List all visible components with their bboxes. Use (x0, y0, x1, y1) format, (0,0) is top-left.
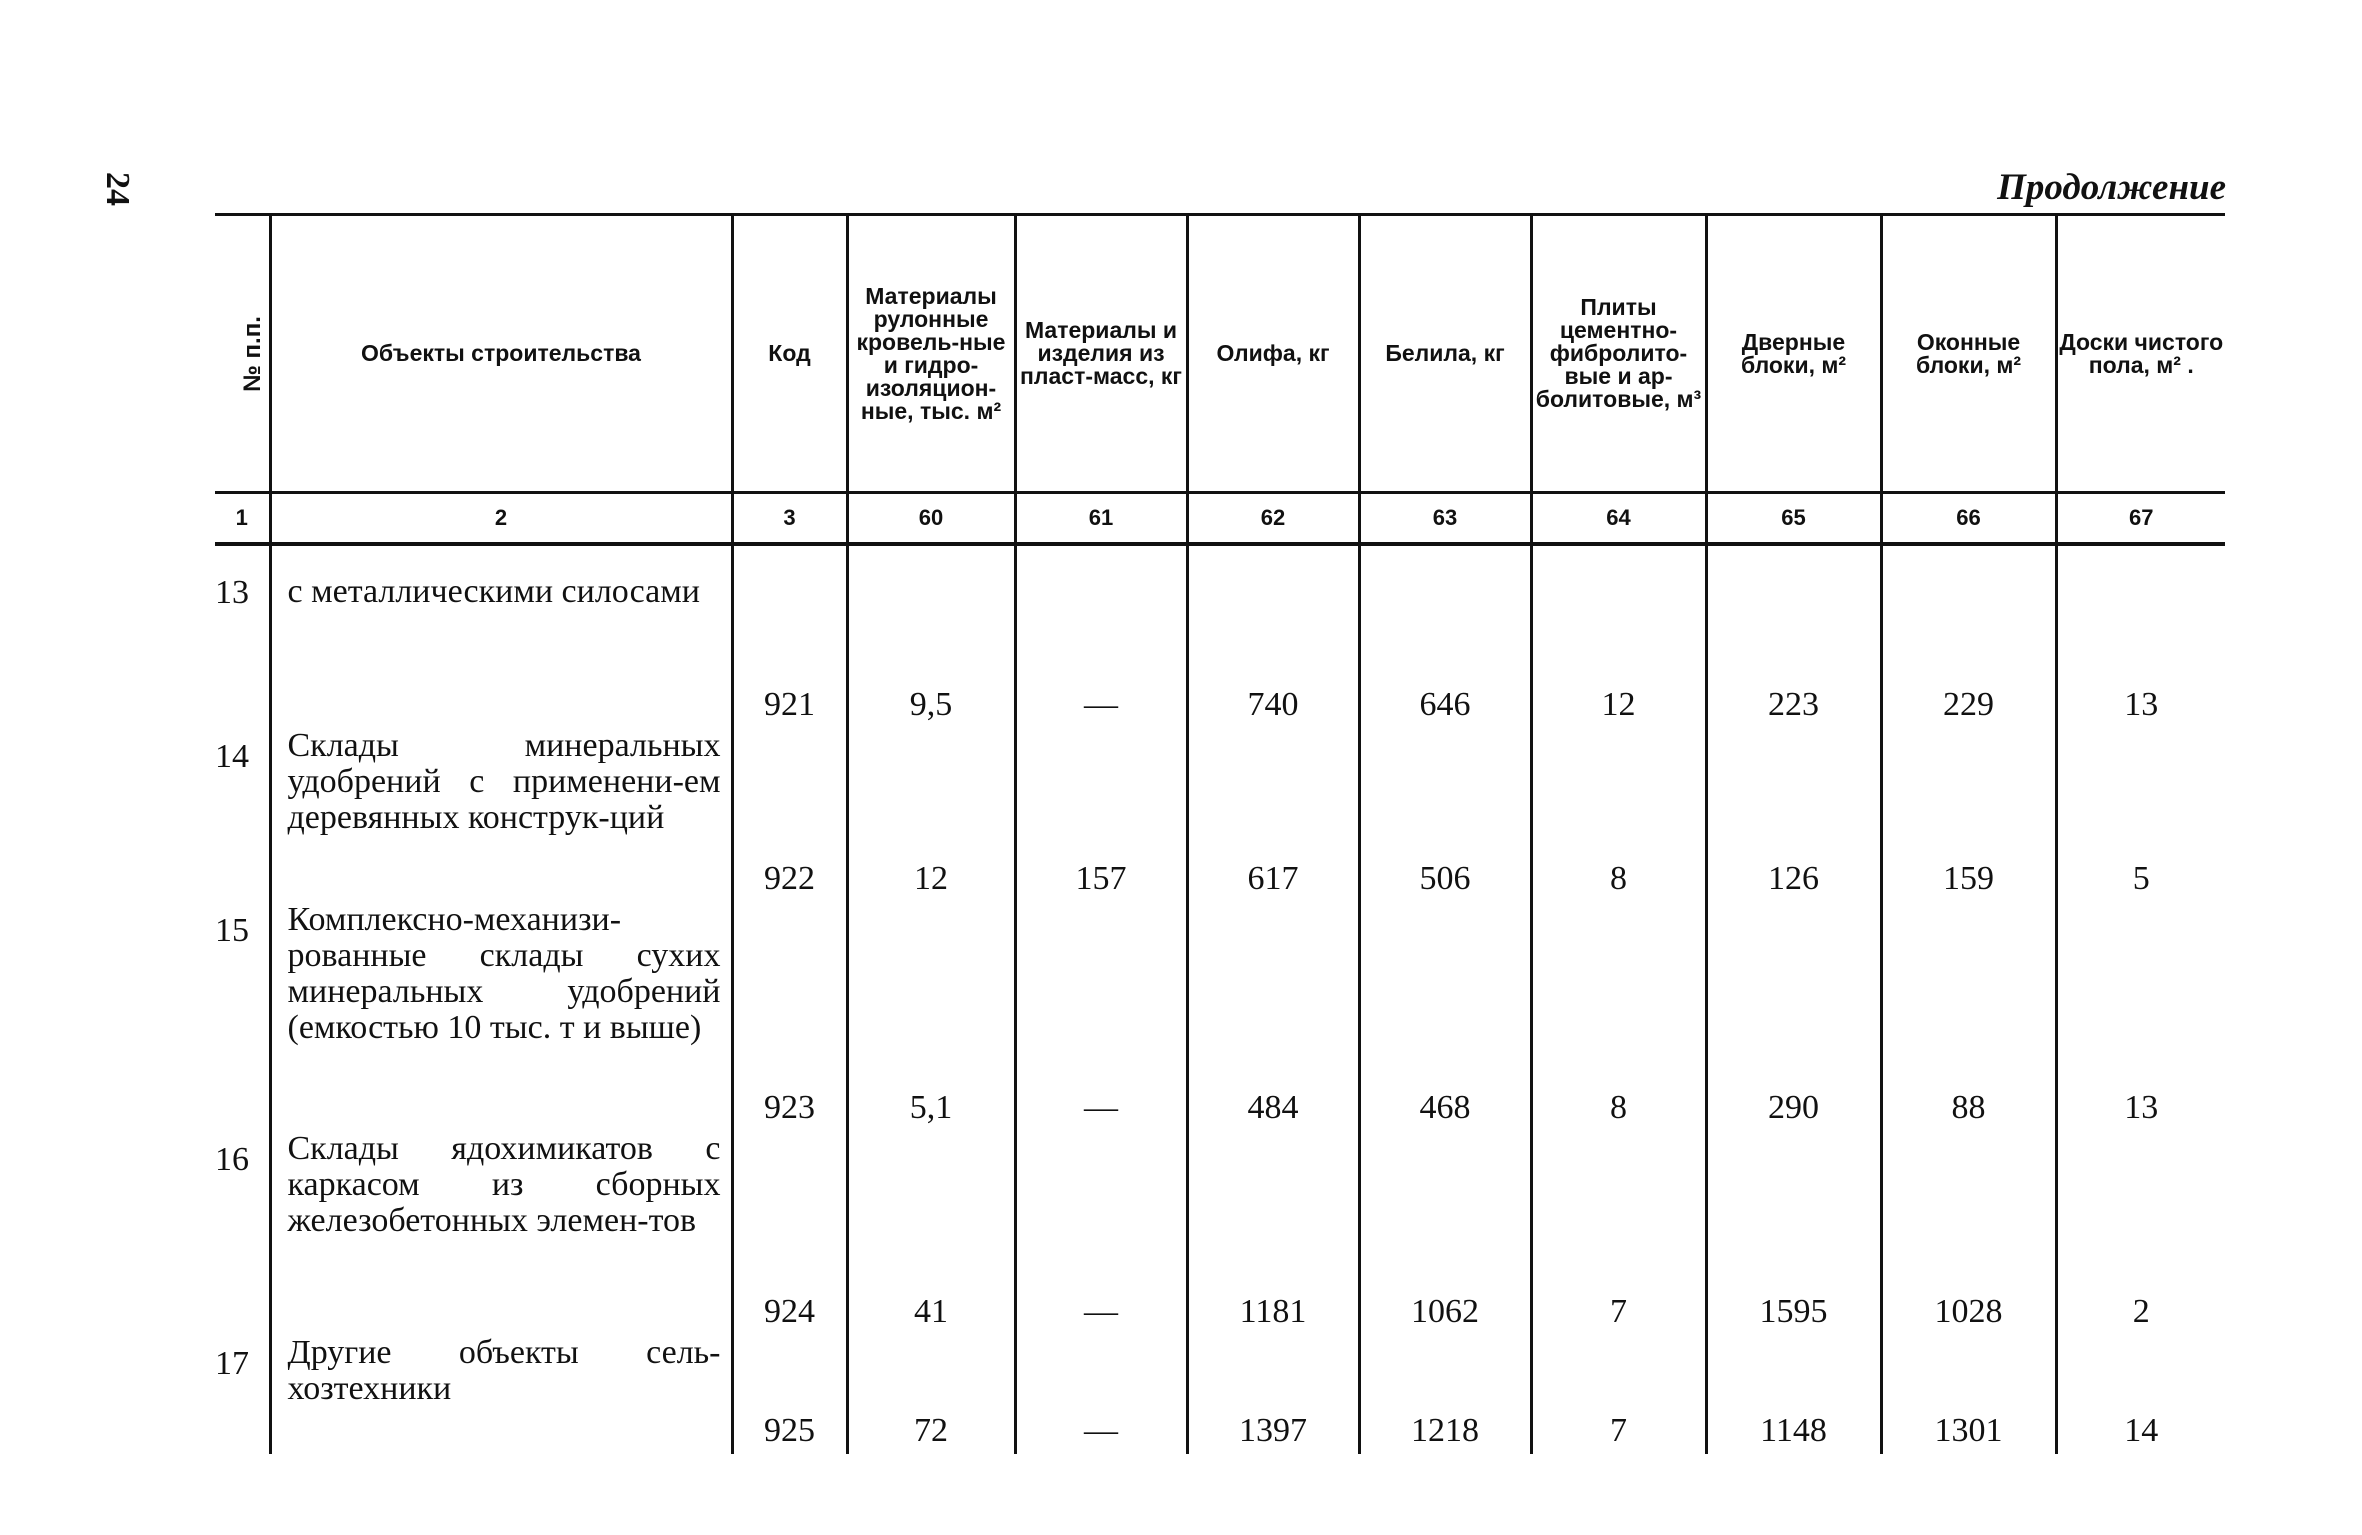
row-number: 14 (215, 738, 249, 775)
object-name: Склады ядохимикатов с каркасом из сборных железобетонных элемен-тов (270, 1131, 732, 1335)
value-cell: 617 (1187, 728, 1359, 902)
continuation-label: Продолжение (1997, 167, 2226, 208)
column-number: 67 (2056, 493, 2225, 545)
value-cell: 468 (1359, 902, 1531, 1131)
value-cell: 1028 (1881, 1131, 2056, 1335)
value-cell: 9,5 (847, 544, 1015, 728)
header-col-60: Материалы рулонные кровель-ные и гидро-изоляцион-ные, тыс. м² (847, 215, 1015, 493)
value-cell: 646 (1359, 544, 1531, 728)
column-number: 62 (1187, 493, 1359, 545)
object-name: с металлическими силосами (270, 544, 732, 728)
object-name: Склады минеральных удобрений с применени-ем деревянных конструк-ций (270, 728, 732, 902)
page-number: 24 (99, 172, 136, 206)
code-cell: 925 (732, 1335, 847, 1454)
value-cell: 1397 (1187, 1335, 1359, 1454)
column-number: 1 (215, 493, 270, 545)
table-row (215, 1131, 2225, 1335)
header-row (215, 215, 2225, 493)
code-cell: 922 (732, 728, 847, 902)
table-row (215, 902, 2225, 1131)
value-cell: 740 (1187, 544, 1359, 728)
value-cell: 223 (1706, 544, 1881, 728)
header-col-65: Дверные блоки, м² (1706, 215, 1881, 493)
value-cell: 5 (2056, 728, 2225, 902)
object-name: Другие объекты сель-хозтехники (270, 1335, 732, 1454)
value-cell: 157 (1015, 728, 1187, 902)
object-name: Комплексно-механизи-рованные склады сухих минеральных удобрений (емкостью 10 тыс. т и выше) (270, 902, 732, 1131)
column-number: 60 (847, 493, 1015, 545)
header-col-62: Олифа, кг (1187, 215, 1359, 493)
value-cell: 506 (1359, 728, 1531, 902)
header-number: № п.п. (215, 215, 270, 493)
column-number-row (215, 493, 2225, 545)
value-cell: 14 (2056, 1335, 2225, 1454)
value-cell: 13 (2056, 544, 2225, 728)
column-number: 3 (732, 493, 847, 545)
value-cell: 8 (1531, 728, 1706, 902)
value-cell: 1218 (1359, 1335, 1531, 1454)
value-cell: 290 (1706, 902, 1881, 1131)
column-number: 2 (270, 493, 732, 545)
header-col-66: Оконные блоки, м² (1881, 215, 2056, 493)
header-objects: Объекты строительства (270, 215, 732, 493)
column-number: 64 (1531, 493, 1706, 545)
header-col-64: Плиты цементно-фибролито-вые и ар-болитовые, м³ (1531, 215, 1706, 493)
column-number: 65 (1706, 493, 1881, 545)
value-cell: — (1015, 544, 1187, 728)
row-number: 15 (215, 912, 249, 949)
value-cell: 88 (1881, 902, 2056, 1131)
code-cell: 924 (732, 1131, 847, 1335)
header-col-63: Белила, кг (1359, 215, 1531, 493)
row-number: 13 (215, 574, 249, 611)
value-cell: 1181 (1187, 1131, 1359, 1335)
value-cell: 1062 (1359, 1131, 1531, 1335)
row-number: 17 (215, 1345, 249, 1382)
value-cell: 7 (1531, 1131, 1706, 1335)
column-number: 61 (1015, 493, 1187, 545)
table-row (215, 728, 2225, 902)
header-code: Код (732, 215, 847, 493)
column-number: 63 (1359, 493, 1531, 545)
value-cell: 2 (2056, 1131, 2225, 1335)
row-number: 16 (215, 1141, 249, 1178)
table-row (215, 1335, 2225, 1454)
value-cell: 159 (1881, 728, 2056, 902)
value-cell: 229 (1881, 544, 2056, 728)
value-cell: 1148 (1706, 1335, 1881, 1454)
code-cell: 921 (732, 544, 847, 728)
table-row (215, 544, 2225, 728)
column-number: 66 (1881, 493, 2056, 545)
value-cell: 13 (2056, 902, 2225, 1131)
value-cell: 12 (1531, 544, 1706, 728)
header-col-61: Материалы и изделия из пласт-масс, кг (1015, 215, 1187, 493)
value-cell: — (1015, 1131, 1187, 1335)
value-cell: 7 (1531, 1335, 1706, 1454)
value-cell: 72 (847, 1335, 1015, 1454)
value-cell: 8 (1531, 902, 1706, 1131)
materials-table (215, 213, 2225, 1454)
value-cell: 1301 (1881, 1335, 2056, 1454)
value-cell: 1595 (1706, 1131, 1881, 1335)
code-cell: 923 (732, 902, 847, 1131)
value-cell: — (1015, 1335, 1187, 1454)
value-cell: 12 (847, 728, 1015, 902)
header-col-67: Доски чистого пола, м² . (2056, 215, 2225, 493)
value-cell: 41 (847, 1131, 1015, 1335)
value-cell: 5,1 (847, 902, 1015, 1131)
value-cell: 126 (1706, 728, 1881, 902)
value-cell: — (1015, 902, 1187, 1131)
value-cell: 484 (1187, 902, 1359, 1131)
